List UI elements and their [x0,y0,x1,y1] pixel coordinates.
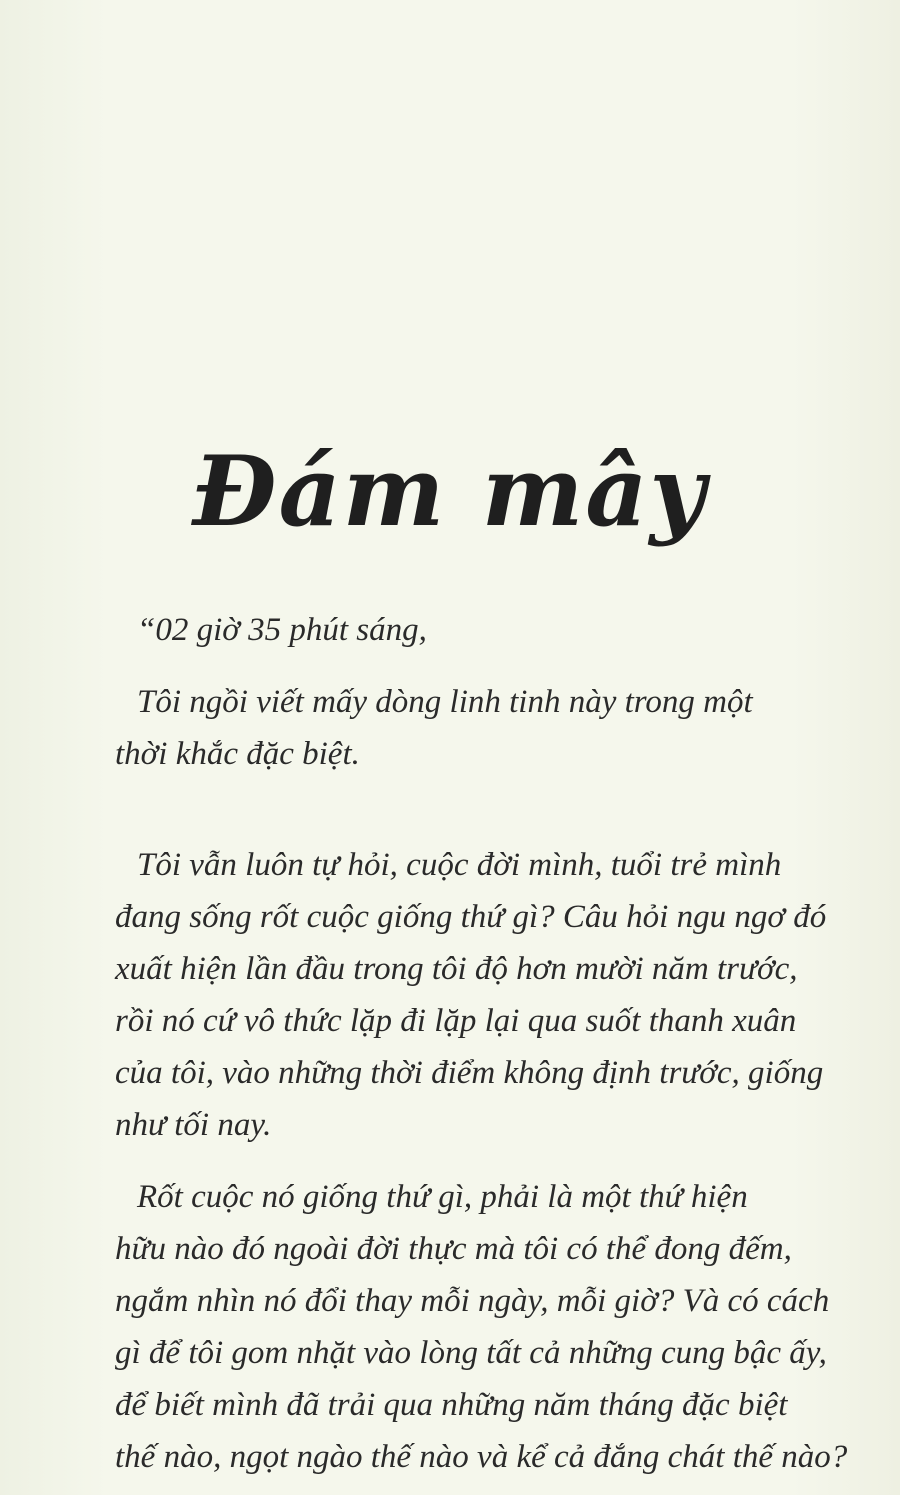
text-line: như tối nay. [115,1107,272,1143]
text-line: rồi nó cứ vô thức lặp đi lặp lại qua suốt thanh xuân [115,1003,797,1039]
text-line: Tôi vẫn luôn tự hỏi, cuộc đời mình, tuổi trẻ mình [137,847,782,883]
text-line: thời khắc đặc biệt. [115,736,360,772]
text-line: gì để tôi gom nhặt vào lòng tất cả những cung bậc ấy, [115,1335,827,1371]
paragraph-1 [115,676,827,780]
text-line: của tôi, vào những thời điểm không định trước, giống [115,1055,824,1091]
text-line: thế nào, ngọt ngào thế nào và kể cả đắng chát thế nào? [115,1439,848,1475]
text-line: Tôi ngồi viết mấy dòng linh tinh này trong một [137,684,753,720]
text-line: hữu nào đó ngoài đời thực mà tôi có thể đong đếm, [115,1231,792,1267]
chapter-body [115,604,848,1483]
paragraph-3 [115,1171,848,1483]
chapter-title: Đám mây [192,435,708,549]
text-line: xuất hiện lần đầu trong tôi độ hơn mười năm trước, [115,951,798,987]
paragraph-2 [115,839,827,1151]
text-line: “02 giờ 35 phút sáng, [137,612,427,648]
opening-line [137,604,827,656]
text-line: để biết mình đã trải qua những năm tháng đặc biệt [115,1387,788,1423]
text-line: ngắm nhìn nó đổi thay mỗi ngày, mỗi giờ? Và có cách [115,1283,830,1319]
text-line: đang sống rốt cuộc giống thứ gì? Câu hỏi ngu ngơ đó [115,899,827,935]
text-line: Rốt cuộc nó giống thứ gì, phải là một thứ hiện [137,1179,748,1215]
